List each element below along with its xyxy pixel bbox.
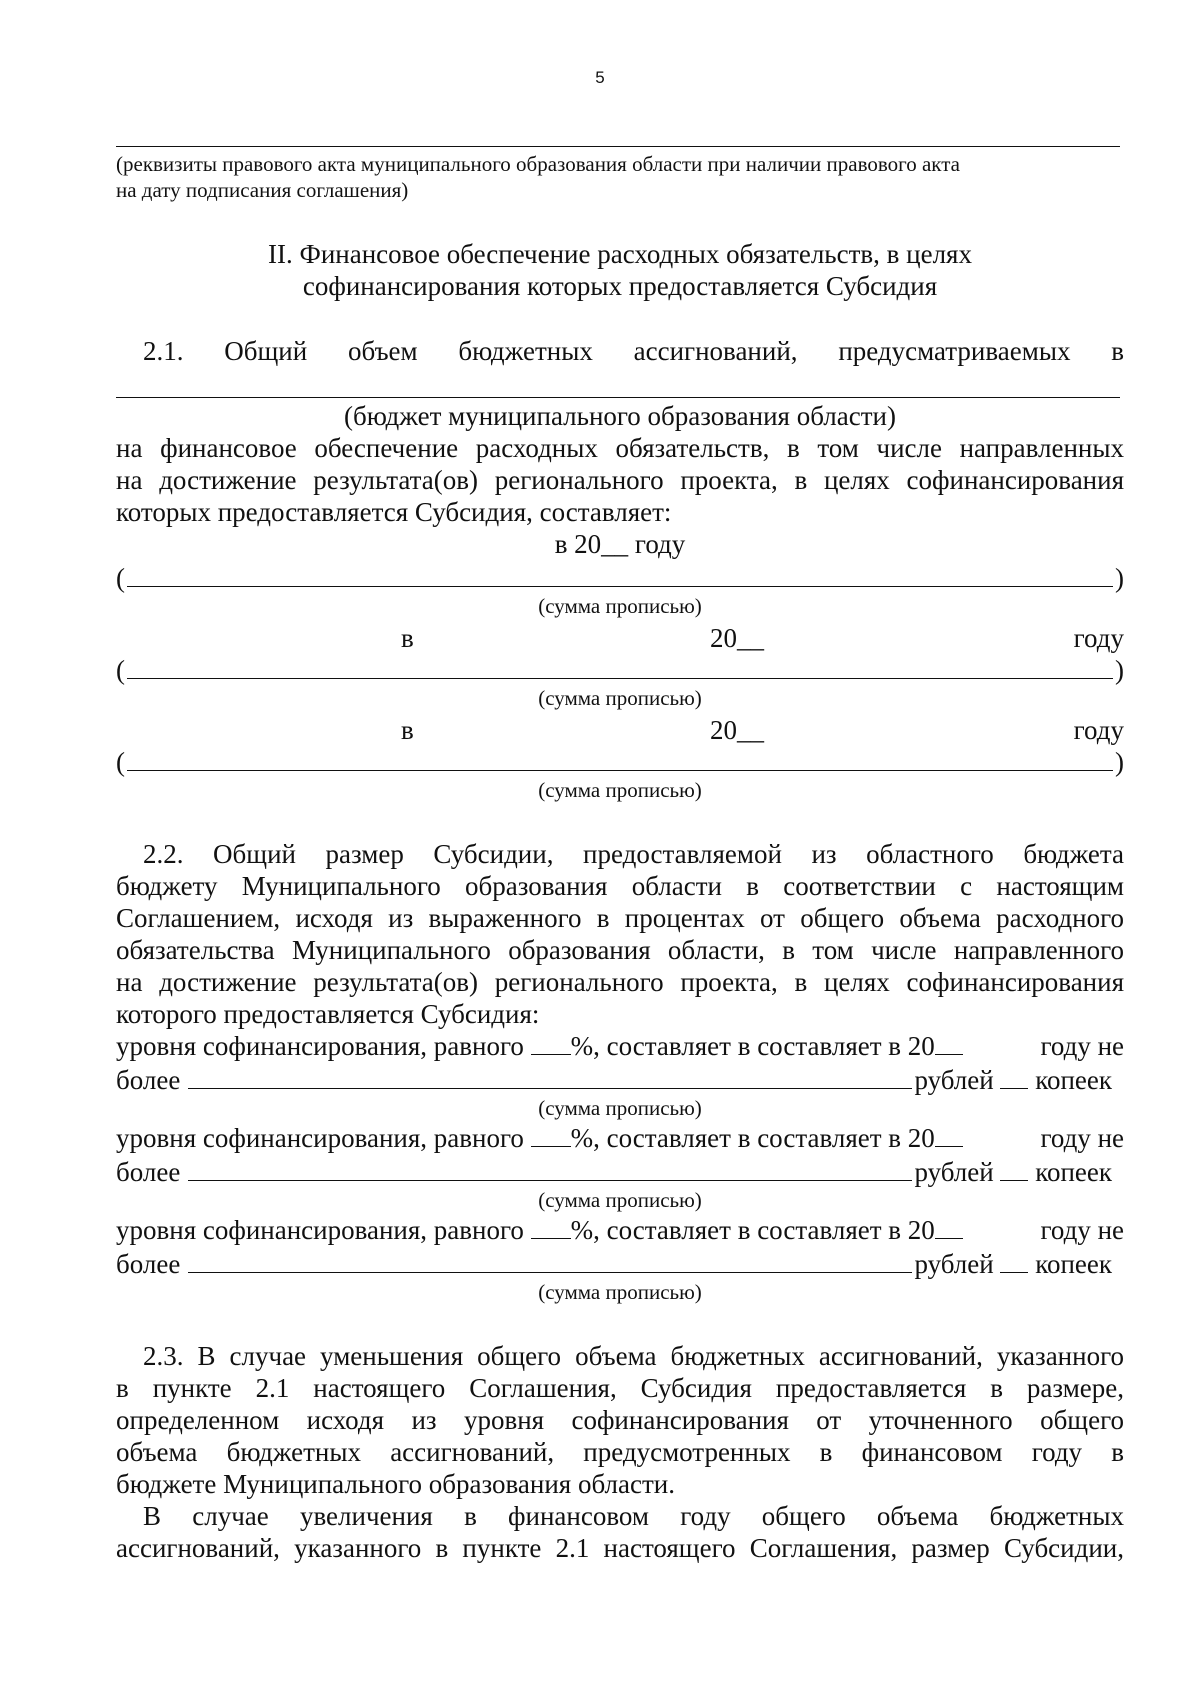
clause-2-1-line-3: на достижение результата(ов) регионального проекта, в целях софинансирования [116,465,1124,495]
sum-caption-3: (сумма прописью) [538,778,702,802]
sum-field-2: ( ) [116,652,1124,686]
budget-blank-line [116,397,1120,398]
sum-caption-2: (сумма прописью) [538,686,702,710]
act-note-line-2: на дату подписания соглашения) [116,178,409,202]
act-requisites-line [116,146,1120,147]
act-note-line-1: (реквизиты правового акта муниципального образования области при наличии правового акта [116,152,960,176]
clause-2-4-line-2: ассигнований, указанного в пункте 2.1 настоящего Соглашения, размер Субсидии, [116,1533,1124,1563]
page-number: 5 [595,68,605,87]
cofinancing-level-line-2: уровня софинансирования, равного %, составляет в составляет в 20 году не [116,1123,1124,1153]
document-page: 5 (реквизиты правового акта муниципального образования области при наличии правового акта на дату подписания соглашения) II. Финансовое обеспечение расходных обязательств, в целях софинансирования которых предоставляется Субсидия 2.1. Общий объем бюджетных ассигнований, предусматриваемых в (бюджет муниципального образования области) на финансовое обеспечение расходных обязательств, в том числе направленных на достижение результата(ов) регионального проекта, в целях софинансирования которых предоставляется Субсидия, составляет: в 20__ году ( ) (сумма прописью) в 20__ году ( ) (сумма прописью) в 20__ году ( ) (сумма прописью) 2.2. Общий размер Субсидии, предоставляемой из областного бюджета бюджету Муниципального образования области в соответствии с настоящим Соглашением, исходя из выраженного в процентах от общего объема расходного обязательства Муниципального образования области, в том числе направленного на достижение результата(ов) регионального проекта, в целях софинансирования которого предоставляется Субсидия: уровня софинансирования, равного %, составляет в составляет в 20 году не более рублей копеек (сумма прописью) уровня софинансирования, равного %, составляет в составляет в 20 году не более рублей копеек (сумма прописью) уровня софинансирования, равного %, составляет в составляет в 20 году не более рублей копеек (сумма прописью) 2.3. В случае уменьшения общего объема бюджетных ассигнований, указанного в пункте 2.1 настоящего Соглашения, Субсидия предоставляется в размере, определенном исходя из уровня софинансирования от уточненного общего объема бюджетных ассигнований, предусмотренных в финансовом году в бюджете Муниципального образования области. В случае увеличения в финансовом году общего объема бюджетных ассигнований, указанного в пункте 2.1 настоящего Соглашения, размер Субсидии, [0,0,1200,1698]
clause-2-3-line-4: объема бюджетных ассигнований, предусмотренных в финансовом году в [116,1437,1124,1467]
sum-field-3: ( ) [116,744,1124,778]
clause-2-3-line-2: в пункте 2.1 настоящего Соглашения, Субсидия предоставляется в размере, [116,1373,1124,1403]
sum-field-1: ( ) [116,560,1124,594]
sum-caption-4: (сумма прописью) [538,1096,702,1120]
section-title-line-1: II. Финансовое обеспечение расходных обязательств, в целях [268,239,972,269]
section-title-line-2: софинансирования которых предоставляется Субсидия [302,271,938,301]
clause-2-3-line-3: определенном исходя из уровня софинансирования от уточненного общего [116,1405,1124,1435]
clause-2-2-line-5: на достижение результата(ов) регионального проекта, в целях софинансирования [116,967,1124,997]
clause-2-2-line-3: Соглашением, исходя из выраженного в процентах от общего объема расходного [116,903,1124,933]
cofinancing-level-line-3: уровня софинансирования, равного %, составляет в составляет в 20 году не [116,1215,1124,1245]
year-line-1: в 20__ году [554,529,686,559]
budget-caption: (бюджет муниципального образования области) [344,401,896,431]
clause-2-2-line-4: обязательства Муниципального образования области, в том числе направленного [116,935,1124,965]
clause-2-3-line-5: бюджете Муниципального образования области. [116,1469,675,1499]
clause-2-3-line-1: 2.3. В случае уменьшения общего объема бюджетных ассигнований, указанного [143,1341,1124,1371]
clause-2-2-line-1: 2.2. Общий размер Субсидии, предоставляемой из областного бюджета [143,839,1124,869]
amount-line-1: более рублей копеек [116,1062,1124,1096]
sum-caption-6: (сумма прописью) [538,1280,702,1304]
clause-2-4-line-1: В случае увеличения в финансовом году общего объема бюджетных [143,1501,1124,1531]
clause-2-1-line-2: на финансовое обеспечение расходных обязательств, в том числе направленных [116,433,1124,463]
clause-2-1-first-line: 2.1. Общий объем бюджетных ассигнований, предусматриваемых в [143,336,1124,366]
amount-line-2: более рублей копеек [116,1154,1124,1188]
sum-caption-1: (сумма прописью) [538,594,702,618]
sum-caption-5: (сумма прописью) [538,1188,702,1212]
clause-2-1-line-4: которых предоставляется Субсидия, составляет: [116,497,672,527]
cofinancing-level-line-1: уровня софинансирования, равного %, составляет в составляет в 20 году не [116,1031,1124,1061]
clause-2-2-line-6: которого предоставляется Субсидия: [116,999,540,1029]
clause-2-2-line-2: бюджету Муниципального образования области в соответствии с настоящим [116,871,1124,901]
amount-line-3: более рублей копеек [116,1246,1124,1280]
